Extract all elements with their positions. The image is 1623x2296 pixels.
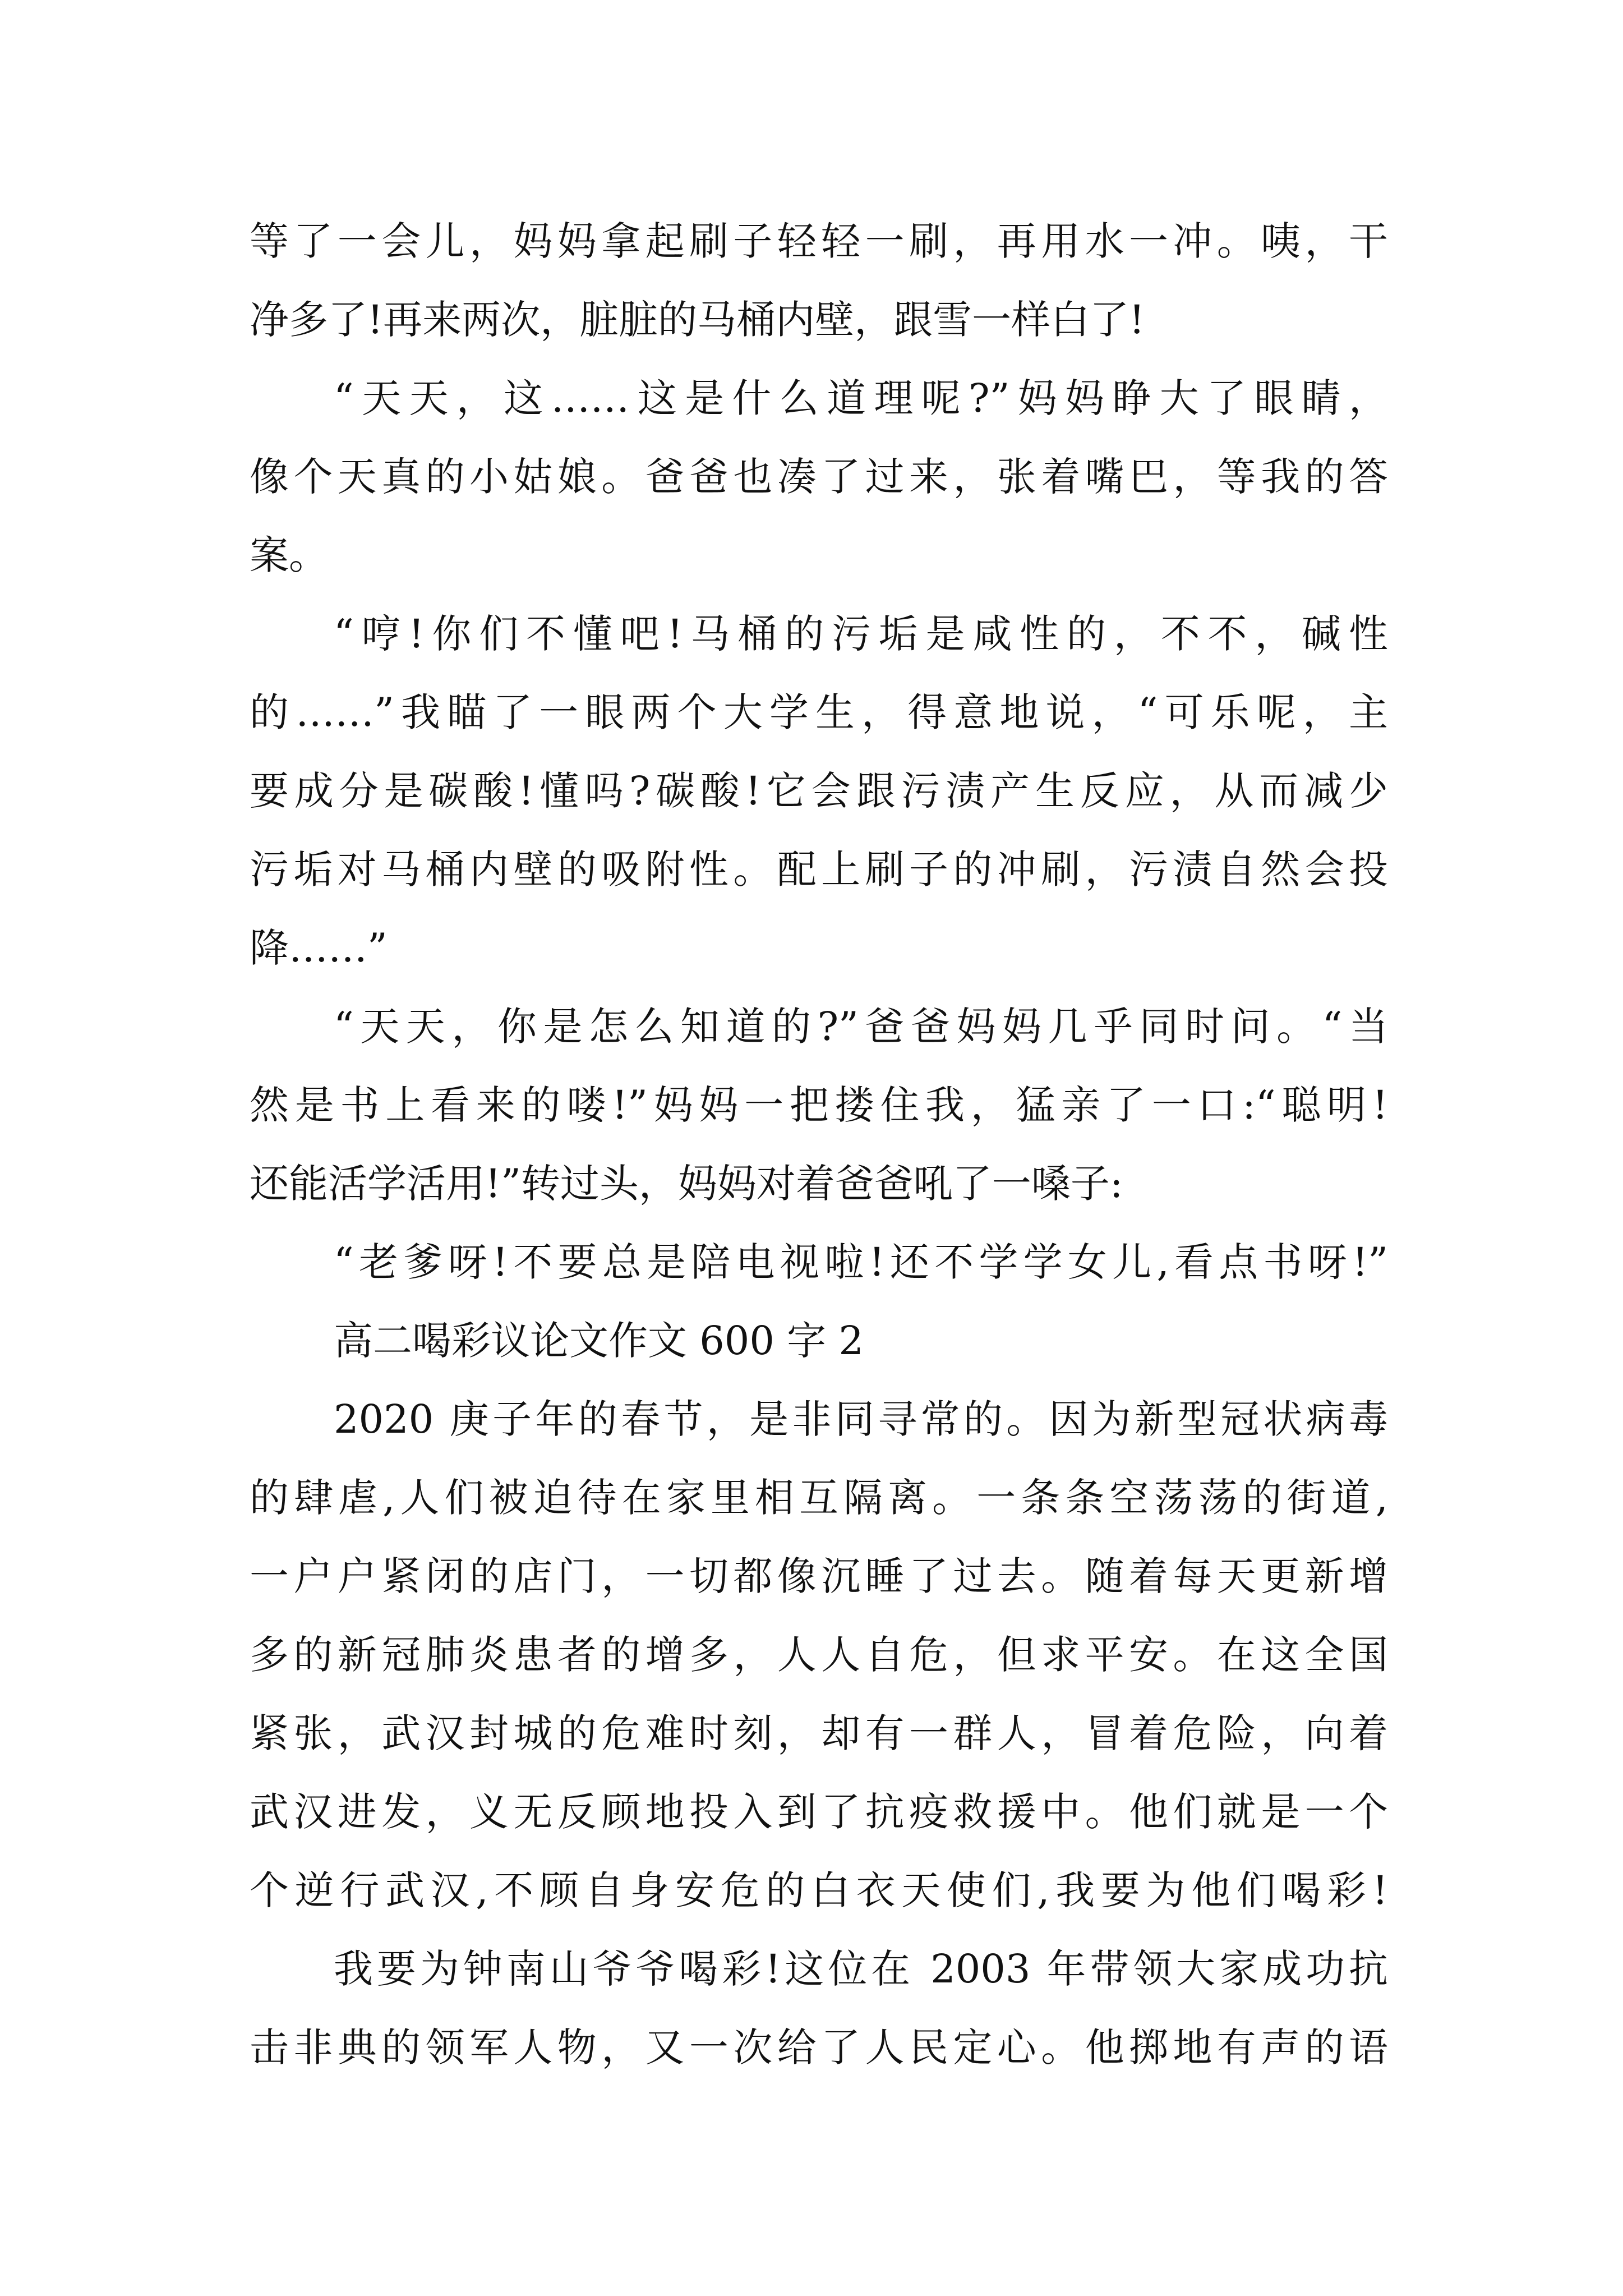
text-line: 案。 [250, 532, 328, 578]
text-line: 的……”我瞄了一眼两个大学生，得意地说，“可乐呢，主 [250, 689, 1388, 735]
text-line: 降……” [250, 925, 388, 971]
text-line: 我要为钟南山爷爷喝彩!这位在 2003 年带领大家成功抗 [334, 1946, 1388, 1992]
document-body [250, 216, 1388, 2073]
text-line: 净多了!再来两次，脏脏的马桶内壁，跟雪一样白了! [250, 297, 1145, 343]
text-line: 污垢对马桶内壁的吸附性。配上刷子的冲刷，污渍自然会投 [250, 846, 1388, 892]
text-line: 然是书上看来的喽!”妈妈一把搂住我，猛亲了一口:“聪明! [250, 1082, 1388, 1128]
text-line: “天天，你是怎么知道的?”爸爸妈妈几乎同时问。“当 [334, 1004, 1388, 1050]
text-line: “天天，这……这是什么道理呢?”妈妈睁大了眼睛， [334, 375, 1388, 421]
text-line: 高二喝彩议论文作文 600 字 2 [334, 1318, 864, 1364]
text-line: 2020 庚子年的春节，是非同寻常的。因为新型冠状病毒 [334, 1396, 1388, 1442]
text-line: “哼!你们不懂吧!马桶的污垢是咸性的，不不，碱性 [334, 611, 1388, 657]
text-line: 击非典的领军人物，又一次给了人民定心。他掷地有声的语 [250, 2024, 1388, 2070]
document-page [250, 216, 1388, 2101]
text-line: 武汉进发，义无反顾地投入到了抗疫救援中。他们就是一个 [250, 1789, 1388, 1835]
text-line: 一户户紧闭的店门，一切都像沉睡了过去。随着每天更新增 [250, 1553, 1388, 1599]
text-line: 的肆虐,人们被迫待在家里相互隔离。一条条空荡荡的街道, [250, 1475, 1388, 1521]
text-line: 要成分是碳酸!懂吗?碳酸!它会跟污渍产生反应，从而减少 [250, 768, 1388, 814]
text-line: 多的新冠肺炎患者的增多，人人自危，但求平安。在这全国 [250, 1632, 1388, 1678]
text-line: “老爹呀!不要总是陪电视啦!还不学学女儿,看点书呀!” [334, 1239, 1388, 1285]
text-line: 个逆行武汉,不顾自身安危的白衣天使们,我要为他们喝彩! [250, 1867, 1388, 1913]
text-line: 等了一会儿，妈妈拿起刷子轻轻一刷，再用水一冲。咦，干 [250, 218, 1388, 264]
text-line: 还能活学活用!”转过头，妈妈对着爸爸吼了一嗓子: [250, 1161, 1123, 1207]
text-line: 像个天真的小姑娘。爸爸也凑了过来，张着嘴巴，等我的答 [250, 454, 1388, 500]
text-line: 紧张，武汉封城的危难时刻，却有一群人，冒着危险，向着 [250, 1710, 1388, 1756]
